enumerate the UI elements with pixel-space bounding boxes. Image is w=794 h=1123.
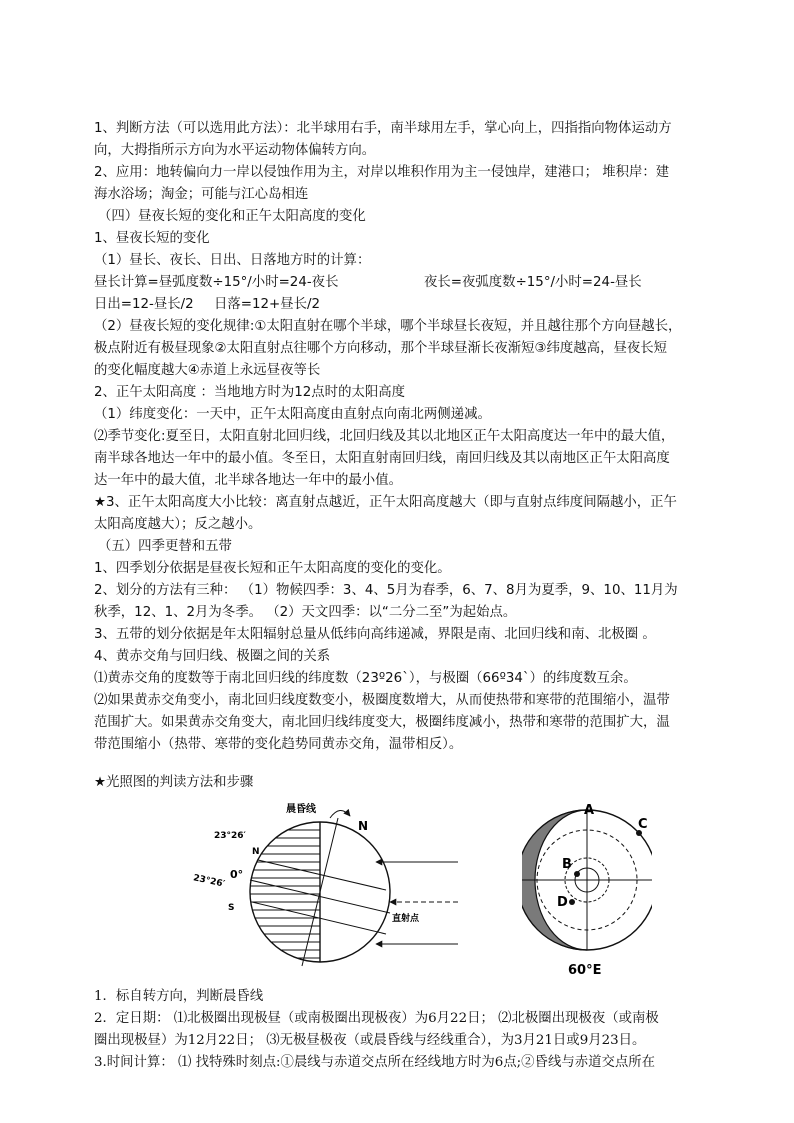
subsection-heading: 1、昼夜长短的变化	[94, 231, 210, 246]
night-length-formula: 夜长=夜弧度数÷15°/小时=24-昼长	[424, 275, 642, 290]
north-label: N	[358, 819, 369, 833]
point-b	[574, 871, 580, 877]
text-line: ⑵季节变化:夏至日，太阳直射北回归线，北回归线及其以北地区正午太阳高度达一年中的最大值，	[94, 429, 675, 444]
lat-south-dir-label: S	[228, 903, 235, 913]
sunset-formula: 日落=12+昼长/2	[214, 297, 321, 312]
text-line: ★3、正午太阳高度大小比较：离直射点越近，正午太阳高度越大（即与直射点纬度间隔越小，正午	[94, 495, 677, 510]
text-line: 1、判断方法（可以选用此方法）：北半球用右手，南半球用左手，掌心向上，四指指向物体运动方	[94, 121, 672, 136]
text-line: 带范围缩小（热带、寒带的变化趋势同黄赤交角，温带相反）。	[94, 737, 463, 752]
section-heading: （五）四季更替和五带	[98, 539, 232, 554]
rotation-arrow-icon	[330, 810, 350, 818]
lat-north-deg-label: 23°26′	[214, 831, 246, 841]
figures-row	[94, 796, 704, 986]
formula-row	[94, 294, 704, 316]
lat-north-dir-label: N	[252, 847, 260, 857]
polar-view-diagram	[522, 802, 652, 982]
text-line: 3、五带的划分依据是年太阳辐射总量从低纬向高纬递减，界限是南、北回归线和南、北极圈 。	[94, 627, 656, 642]
earth-side-view-diagram	[190, 796, 460, 981]
label-b: B	[562, 857, 572, 872]
lat-south-deg-label: 23°26′	[192, 873, 226, 890]
text-line: 范围扩大。如果黄赤交角变大，南北回归线纬度变大，极圈纬度减小，热带和寒带的范围扩大，温	[94, 715, 670, 730]
text-line: 3.时间计算： ⑴ 找特殊时刻点:①晨线与赤道交点所在经线地方时为6点;②昏线与赤道交点所在	[94, 1055, 656, 1070]
text-line: 的变化幅度越大④赤道上永远昼夜等长	[94, 363, 321, 378]
text-line: 秋季，12、1、2月为冬季。 （2）天文四季：以“二分二至”为起始点。	[94, 605, 517, 620]
text-line: 海水浴场；淘金；可能与江心岛相连	[94, 187, 309, 202]
text-line: 1．标自转方向，判断晨昏线	[94, 989, 264, 1004]
text-line: 南半球各地达一年中的最小值。冬至日，太阳直射南回归线，南回归线及其以南地区正午太阳高度	[94, 451, 670, 466]
longitude-label: 60°E	[568, 963, 602, 978]
section-heading: （四）昼夜长短的变化和正午太阳高度的变化	[98, 209, 366, 224]
document-page	[94, 118, 704, 1074]
day-length-formula: 昼长计算=昼弧度数÷15°/小时=24-夜长	[94, 275, 339, 290]
label-a: A	[584, 803, 595, 818]
text-line: 向，大拇指所示方向为水平运动物体偏转方向。	[94, 143, 376, 158]
text-line: （1）纬度变化：一天中，正午太阳高度由直射点向南北两侧递减。	[94, 407, 491, 422]
text-line: 极点附近有极昼现象②太阳直射点往哪个方向移动，那个半球昼渐长夜渐短③纬度越高，昼夜长短	[94, 341, 668, 356]
text-line: 4、黄赤交角与回归线、极圈之间的关系	[94, 649, 331, 664]
subsection-heading: 2、正午太阳高度 ：当地地方时为12点时的太阳高度	[94, 385, 406, 400]
text-line: （1）昼长、夜长、日出、日落地方时的计算：	[94, 253, 371, 268]
text-line: 圈出现极昼）为12月22日； ⑶无极昼极夜（或晨昏线与经线重合），为3月21日或9月23日。	[94, 1033, 646, 1048]
sunrise-formula: 日出=12-昼长/2	[94, 297, 194, 312]
text-line: 2、划分的方法有三种： （1）物候四季：3、4、5月为春季，6、7、8月为夏季，9、10、11月为	[94, 583, 678, 598]
text-line: 2、应用：地转偏向力一岸以侵蚀作用为主，对岸以堆积作用为主一侵蚀岸，建港口； 堆积岸：建	[94, 165, 670, 180]
text-line: 太阳高度越大）；反之越小。	[94, 517, 262, 532]
text-line: （2）昼夜长短的变化规律:①太阳直射在哪个半球，哪个半球昼长夜短，并且越往那个方向昼越长，	[94, 319, 682, 334]
text-line: 2．定日期： ⑴北极圈出现极昼（或南极圈出现极夜）为6月22日； ⑵北极圈出现极夜（或南极	[94, 1011, 659, 1026]
point-d	[569, 899, 575, 905]
section-heading: ★光照图的判读方法和步骤	[94, 775, 254, 790]
text-line: 达一年中的最大值，北半球各地达一年中的最小值。	[94, 473, 402, 488]
text-line: ⑴黄赤交角的度数等于南北回归线的纬度数（23º26`），与极圈（66º34`）的纬度数互余。	[94, 671, 637, 686]
label-c: C	[638, 817, 648, 832]
text-line: 1、四季划分依据是昼夜长短和正午太阳高度的变化的变化。	[94, 561, 451, 576]
equator-label: 0°	[230, 868, 244, 881]
text-line: ⑵如果黄赤交角变小，南北回归线度数变小，极圈度数增大，从而使热带和寒带的范围缩小，温带	[94, 693, 670, 708]
label-d: D	[557, 895, 568, 910]
formula-row	[94, 272, 704, 294]
subsolar-point-label: 直射点	[392, 914, 420, 924]
terminator-label: 晨昏线	[286, 804, 316, 815]
